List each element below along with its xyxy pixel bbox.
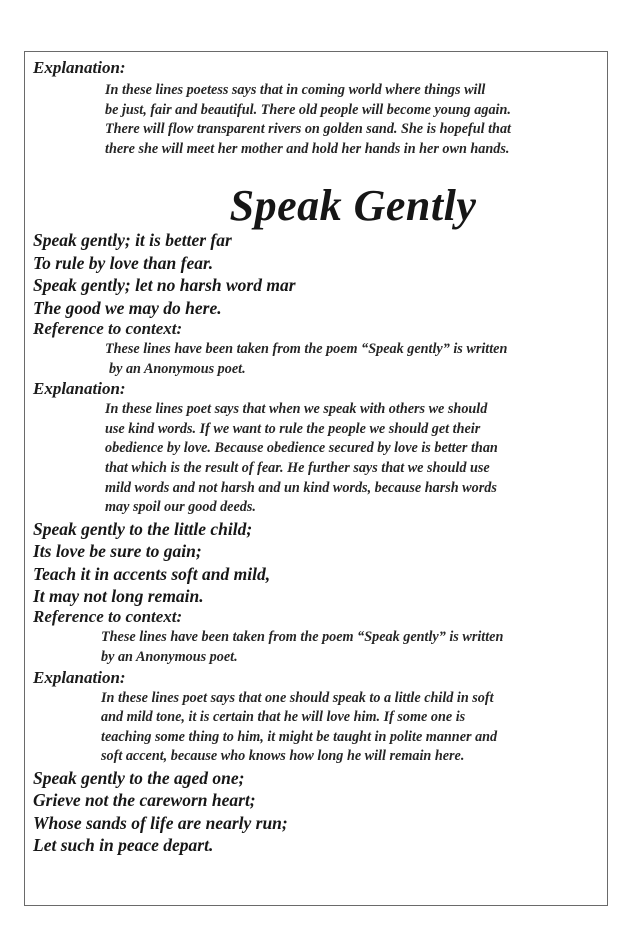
text-line: These lines have been taken from the poem “Speak gently” is written	[105, 341, 508, 357]
text-line: that which is the result of fear. He further says that we should use	[105, 459, 490, 476]
text-line: soft accent, because who knows how long he will remain here.	[101, 748, 465, 765]
verse-line: The good we may do here.	[33, 297, 222, 318]
text-line: may spoil our good deeds.	[105, 499, 256, 516]
reference-section-1	[33, 319, 603, 379]
verse-line: Grieve not the careworn heart;	[33, 790, 256, 811]
text-line: In these lines poet says that when we speak with others we should	[105, 401, 488, 418]
text-line: These lines have been taken from the poem “Speak gently” is written	[101, 629, 504, 646]
text-line: mild words and not harsh and un kind words, because harsh words	[105, 479, 497, 496]
text-line: use kind words. If we want to rule the people we should get their	[105, 420, 481, 437]
text-line: There will flow transparent rivers on golden sand. She is hopeful that	[105, 121, 511, 138]
verse-line: Let such in peace depart.	[33, 835, 214, 856]
explanation-section-1	[33, 58, 603, 159]
explanation-text	[33, 400, 603, 518]
document-body	[33, 58, 603, 857]
reference-section-2	[33, 607, 603, 667]
explanation-section-3	[33, 668, 603, 767]
text-line: teaching some thing to him, it might be taught in polite manner and	[101, 728, 498, 745]
explanation-section-2	[33, 379, 603, 518]
verse-line: Speak gently to the little child;	[33, 518, 253, 539]
stanza-2	[33, 518, 603, 608]
stanza-3	[33, 767, 603, 857]
reference-text	[33, 340, 603, 379]
explanation-text	[33, 81, 603, 159]
poem-title-wrap	[33, 181, 603, 231]
text-line: obedience by love. Because obedience secured by love is better than	[105, 440, 498, 457]
verse-line: Speak gently; let no harsh word mar	[33, 275, 296, 296]
text-line: In these lines poet says that one should speak to a little child in soft	[101, 689, 494, 706]
text-line: there she will meet her mother and hold her hands in her own hands.	[105, 140, 510, 157]
text-line: and mild tone, it is certain that he will love him. If some one is	[101, 709, 466, 726]
explanation-heading: Explanation:	[33, 58, 126, 77]
text-line: be just, fair and beautiful. There old people will become young again.	[105, 101, 511, 118]
explanation-heading: Explanation:	[33, 667, 126, 687]
reference-text	[33, 628, 603, 667]
reference-heading: Reference to context:	[33, 607, 183, 627]
verse-line: Speak gently; it is better far	[33, 230, 232, 251]
verse-line: To rule by love than fear.	[33, 252, 214, 273]
verse-line: Teach it in accents soft and mild,	[33, 563, 271, 584]
verse-line: It may not long remain.	[33, 585, 204, 606]
explanation-heading: Explanation:	[33, 379, 126, 399]
reference-heading: Reference to context:	[33, 319, 183, 338]
verse-line: Its love be sure to gain;	[33, 541, 202, 562]
stanza-1	[33, 229, 603, 319]
verse-line: Whose sands of life are nearly run;	[33, 812, 288, 833]
text-line: by an Anonymous poet.	[109, 360, 246, 377]
text-line: In these lines poetess says that in coming world where things will	[105, 82, 486, 98]
explanation-text	[33, 689, 603, 767]
verse-line: Speak gently to the aged one;	[33, 767, 245, 788]
poem-title: Speak Gently	[229, 181, 477, 231]
text-line: by an Anonymous poet.	[101, 648, 238, 665]
